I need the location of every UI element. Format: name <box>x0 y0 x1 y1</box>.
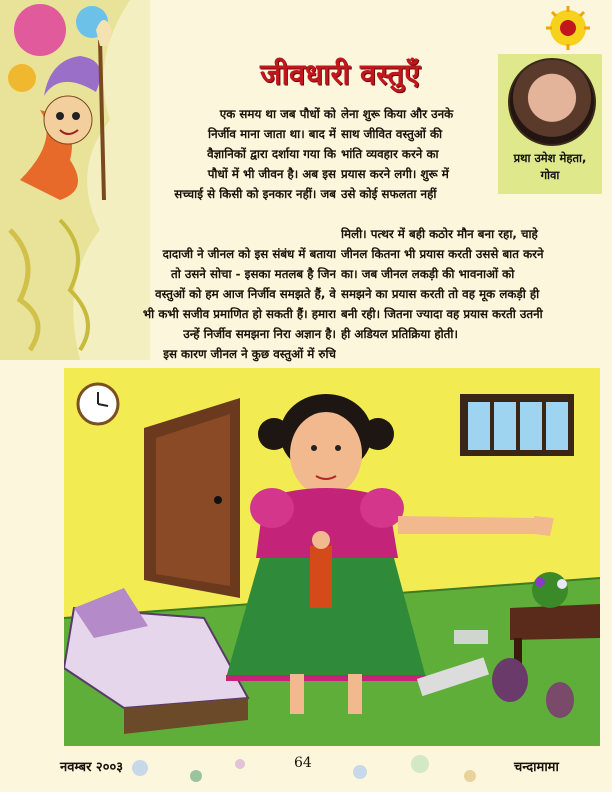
text-line: बनी रही। जितना ज्यादा वह प्रयास करती उतनी <box>341 307 543 322</box>
text-line: का। जब जीनल लकड़ी की भावनाओं को <box>341 267 515 282</box>
story-illustration <box>64 368 600 746</box>
text-line: भांति व्यवहार करने का <box>341 147 439 162</box>
author-photo <box>508 58 596 146</box>
author-name: प्रथा उमेश मेहता, <box>513 151 587 165</box>
magazine-name: चन्दामामा <box>514 760 559 775</box>
text-line: दादाजी ने जीनल को इस संबंध में बताया <box>162 247 336 261</box>
text-line: वस्तुओं को हम आज निर्जीव समझते हैं, वे <box>155 287 336 302</box>
article-title: जीवधारी वस्तुएँ <box>260 57 420 91</box>
page-number: 64 <box>294 755 312 771</box>
text-line: निर्जीव माना जाता था। बाद में <box>208 127 336 142</box>
text-block-right <box>341 224 603 345</box>
text-line: लेना शुरू किया और उनके <box>341 107 454 121</box>
issue-date: नवम्बर २००३ <box>60 760 123 775</box>
author-credit <box>498 150 602 184</box>
text-column-right <box>341 104 489 204</box>
text-line: जीनल कितना भी प्रयास करती उससे बात करने <box>341 247 544 262</box>
text-column-left <box>150 104 336 204</box>
text-line: भी कभी सजीव प्रमाणित हो सकती हैं। हमारा <box>142 307 336 322</box>
text-line: ही अडियल प्रतिक्रिया होती। <box>341 327 458 342</box>
text-line: एक समय था जब पौधों को <box>219 107 336 121</box>
text-line: उसे कोई सफलता नहीं <box>341 187 437 202</box>
text-line: पौधों में भी जीवन है। अब इस <box>207 167 336 182</box>
text-line: प्रयास करने लगी। शुरू में <box>341 167 449 182</box>
text-line: तो उसने सोचा - इसका मतलब है जिन <box>170 267 336 282</box>
text-line: सच्चाई से किसी को इनकार नहीं। जब <box>174 187 336 202</box>
text-block-left <box>66 244 336 365</box>
magazine-logo <box>538 6 598 50</box>
text-line: उन्हें निर्जीव समझना निरा अज्ञान है। <box>183 327 336 342</box>
text-line: इस कारण जीनल ने कुछ वस्तुओं में रुचि <box>163 347 336 362</box>
text-line: साथ जीवित वस्तुओं की <box>341 127 443 142</box>
text-line: वैज्ञानिकों द्वारा दर्शाया गया कि <box>207 147 336 162</box>
author-box <box>498 54 602 194</box>
text-line: मिली। पत्थर में बही कठोर मौन बना रहा, चाहे <box>341 227 538 241</box>
text-line: समझने का प्रयास करती तो वह मूक लकड़ी ही <box>341 287 540 302</box>
author-place: गोवा <box>540 168 560 182</box>
